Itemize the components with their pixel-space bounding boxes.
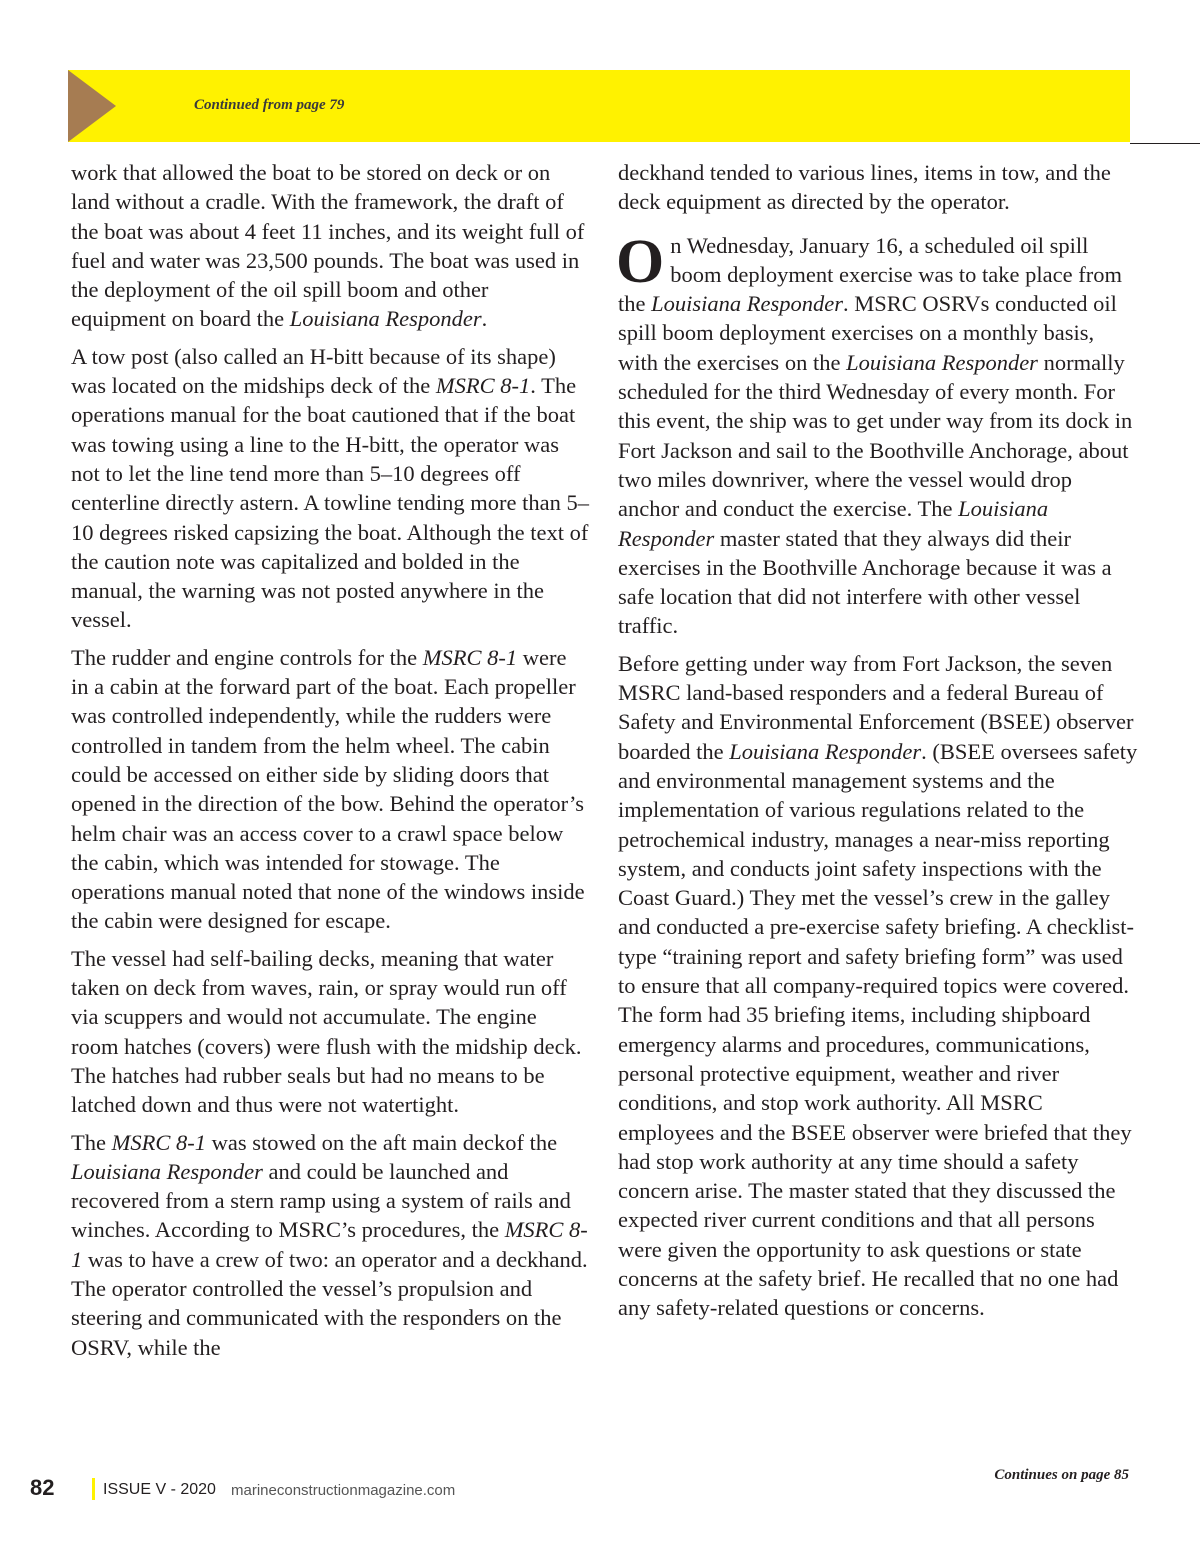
left-column <box>71 158 589 1370</box>
paragraph: deckhand tended to various lines, items in tow, and the deck equipment as directed by the operator. <box>618 160 1111 215</box>
paragraph: A tow post (also called an H-bitt because of its shape) was located on the midships deck of the MSRC 8-1. The operations manual for the boat cautioned that if the boat was towing using a line to the H-bitt, the operator was not to let the line tend more than 5–10 degrees off centerline directly astern. A towline tending more than 5–10 degrees risked capsizing the boat. Although the text of the caution note was capitalized and bolded in the manual, the warning was not posted anywhere in the vessel. <box>71 343 589 633</box>
paragraph: On Wednesday, January 16, a scheduled oil spill boom deployment exercise was to take place from the Louisiana Responder. MSRC OSRVs conducted oil spill boom deployment exercises on a monthly basis, with the exercises on the Louisiana Responder normally scheduled for the third Wednesday of every month. For this event, the ship was to get under way from its dock in Fort Jackson and sail to the Boothville Anchorage, about two miles downriver, where the vessel would drop anchor and conduct the exercise. The Louisiana Responder master stated that they always did their exercises in the Boothville Anchorage because it was a safe location that did not interfere with other vessel traffic. <box>616 227 1133 639</box>
paragraph: work that allowed the boat to be stored on deck or on land without a cradle. With the framework, the draft of the boat was about 4 feet 11 inches, and its weight full of fuel and water was 23,500 pounds. The boat was used in the deployment of the oil spill boom and other equipment on board the Louisiana Responder. <box>71 160 585 332</box>
header-rule <box>1130 143 1200 144</box>
website-link[interactable]: marineconstructionmagazine.com <box>231 1482 456 1499</box>
continues-on-label: Continues on page 85 <box>994 1467 1129 1483</box>
paragraph: The vessel had self-bailing decks, meaning that water taken on deck from waves, rain, or spray would run off via scuppers and would not accumulate. The engine room hatches (covers) were flush with the midship deck. The hatches had rubber seals but had no means to be latched down and thus were not watertight. <box>71 945 582 1118</box>
continued-from-label: Continued from page 79 <box>194 97 345 113</box>
paragraph: The MSRC 8-1 was stowed on the aft main deckof the Louisiana Responder and could be launched and recovered from a stern ramp using a system of rails and winches. According to MSRC’s procedures, the MSRC 8-1 was to have a crew of two: an operator and a deckhand. The operator controlled the vessel’s propulsion and steering and communicated with the responders on the OSRV, while the <box>71 1129 588 1360</box>
issue-label: ISSUE V - 2020 <box>103 1481 216 1498</box>
footer-divider <box>92 1478 95 1500</box>
drop-cap: O <box>616 227 665 296</box>
arrow-icon <box>68 70 116 142</box>
paragraph: Before getting under way from Fort Jackson, the seven MSRC land-based responders and a federal Bureau of Safety and Environmental Enforcement (BSEE) observer boarded the Louisiana Responder. (BSEE oversees safety and environmental management systems and the implementation of various regulations related to the petrochemical industry, manages a near-miss reporting system, and conducts joint safety inspections with the Coast Guard.) They met the vessel’s crew in the galley and conducted a pre-exercise safety briefing. A checklist-type “training report and safety briefing form” was used to ensure that all company-required topics were covered. The form had 35 briefing items, including shipboard emergency alarms and procedures, communications, personal protective equipment, weather and river conditions, and stop work authority. All MSRC employees and the BSEE observer were briefed that they had stop work authority at any time should a safety concern arise. The master stated that they discussed the expected river current conditions and that all persons were given the opportunity to ask questions or state concerns at the safety brief. He recalled that no one had any safety-related questions or concerns. <box>618 650 1138 1321</box>
page-number: 82 <box>30 1475 55 1500</box>
paragraph: The rudder and engine controls for the MSRC 8-1 were in a cabin at the forward part of the boat. Each propeller was controlled independently, while the rudders were controlled in tandem from the helm wheel. The cabin could be accessed on either side by sliding doors that opened in the direction of the bow. Behind the operator’s helm chair was an access cover to a crawl space below the cabin, which was intended for stowage. The operations manual noted that none of the windows inside the cabin were designed for escape. <box>71 644 585 934</box>
right-column <box>618 158 1138 1331</box>
